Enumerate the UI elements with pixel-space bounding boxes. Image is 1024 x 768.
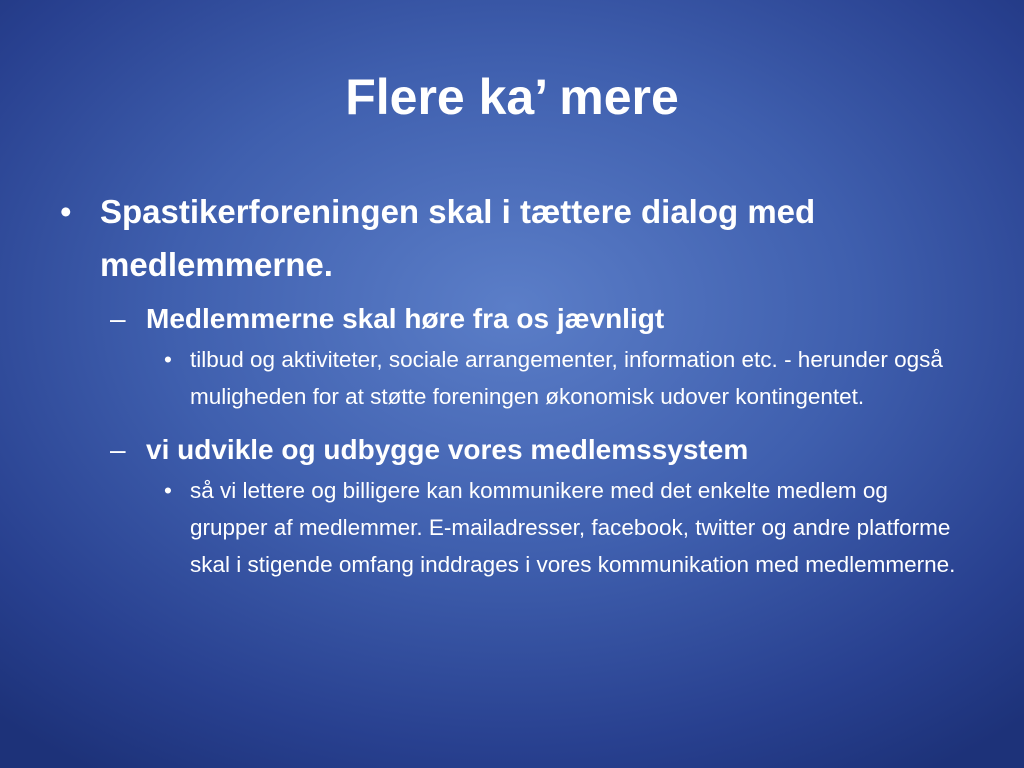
bullet-marker: • (164, 478, 172, 503)
sub-item-member-system (58, 430, 968, 470)
detail-text: tilbud og aktiviteter, sociale arrangementer, information etc. - herunder også muligheden for at støtte foreningen økonomisk udover kontingentet. (190, 347, 943, 409)
sub-item-text: Medlemmerne skal høre fra os jævnligt (146, 303, 665, 334)
bullet-list (58, 185, 968, 583)
detail-item-offers (58, 341, 968, 415)
bullet-marker: • (60, 193, 72, 230)
dash-marker: – (110, 303, 126, 334)
dash-marker: – (110, 434, 126, 465)
sub-item-text: vi udvikle og udbygge vores medlemssystem (146, 434, 749, 465)
bullet-marker: • (164, 347, 172, 372)
bullet-text: Spastikerforeningen skal i tættere dialog med medlemmerne. (100, 193, 816, 283)
bullet-item-dialog (58, 185, 968, 291)
detail-text: så vi lettere og billigere kan kommunikere med det enkelte medlem og grupper af medlemmer. E-mailadresser, facebook, twitter og andre platforme skal i stigende omfang inddrages i vores kommunikation med medlemmerne. (190, 478, 956, 577)
slide-title: Flere ka’ mere (345, 69, 679, 125)
detail-item-communication (58, 472, 968, 583)
sub-item-hear-from-us (58, 299, 968, 339)
